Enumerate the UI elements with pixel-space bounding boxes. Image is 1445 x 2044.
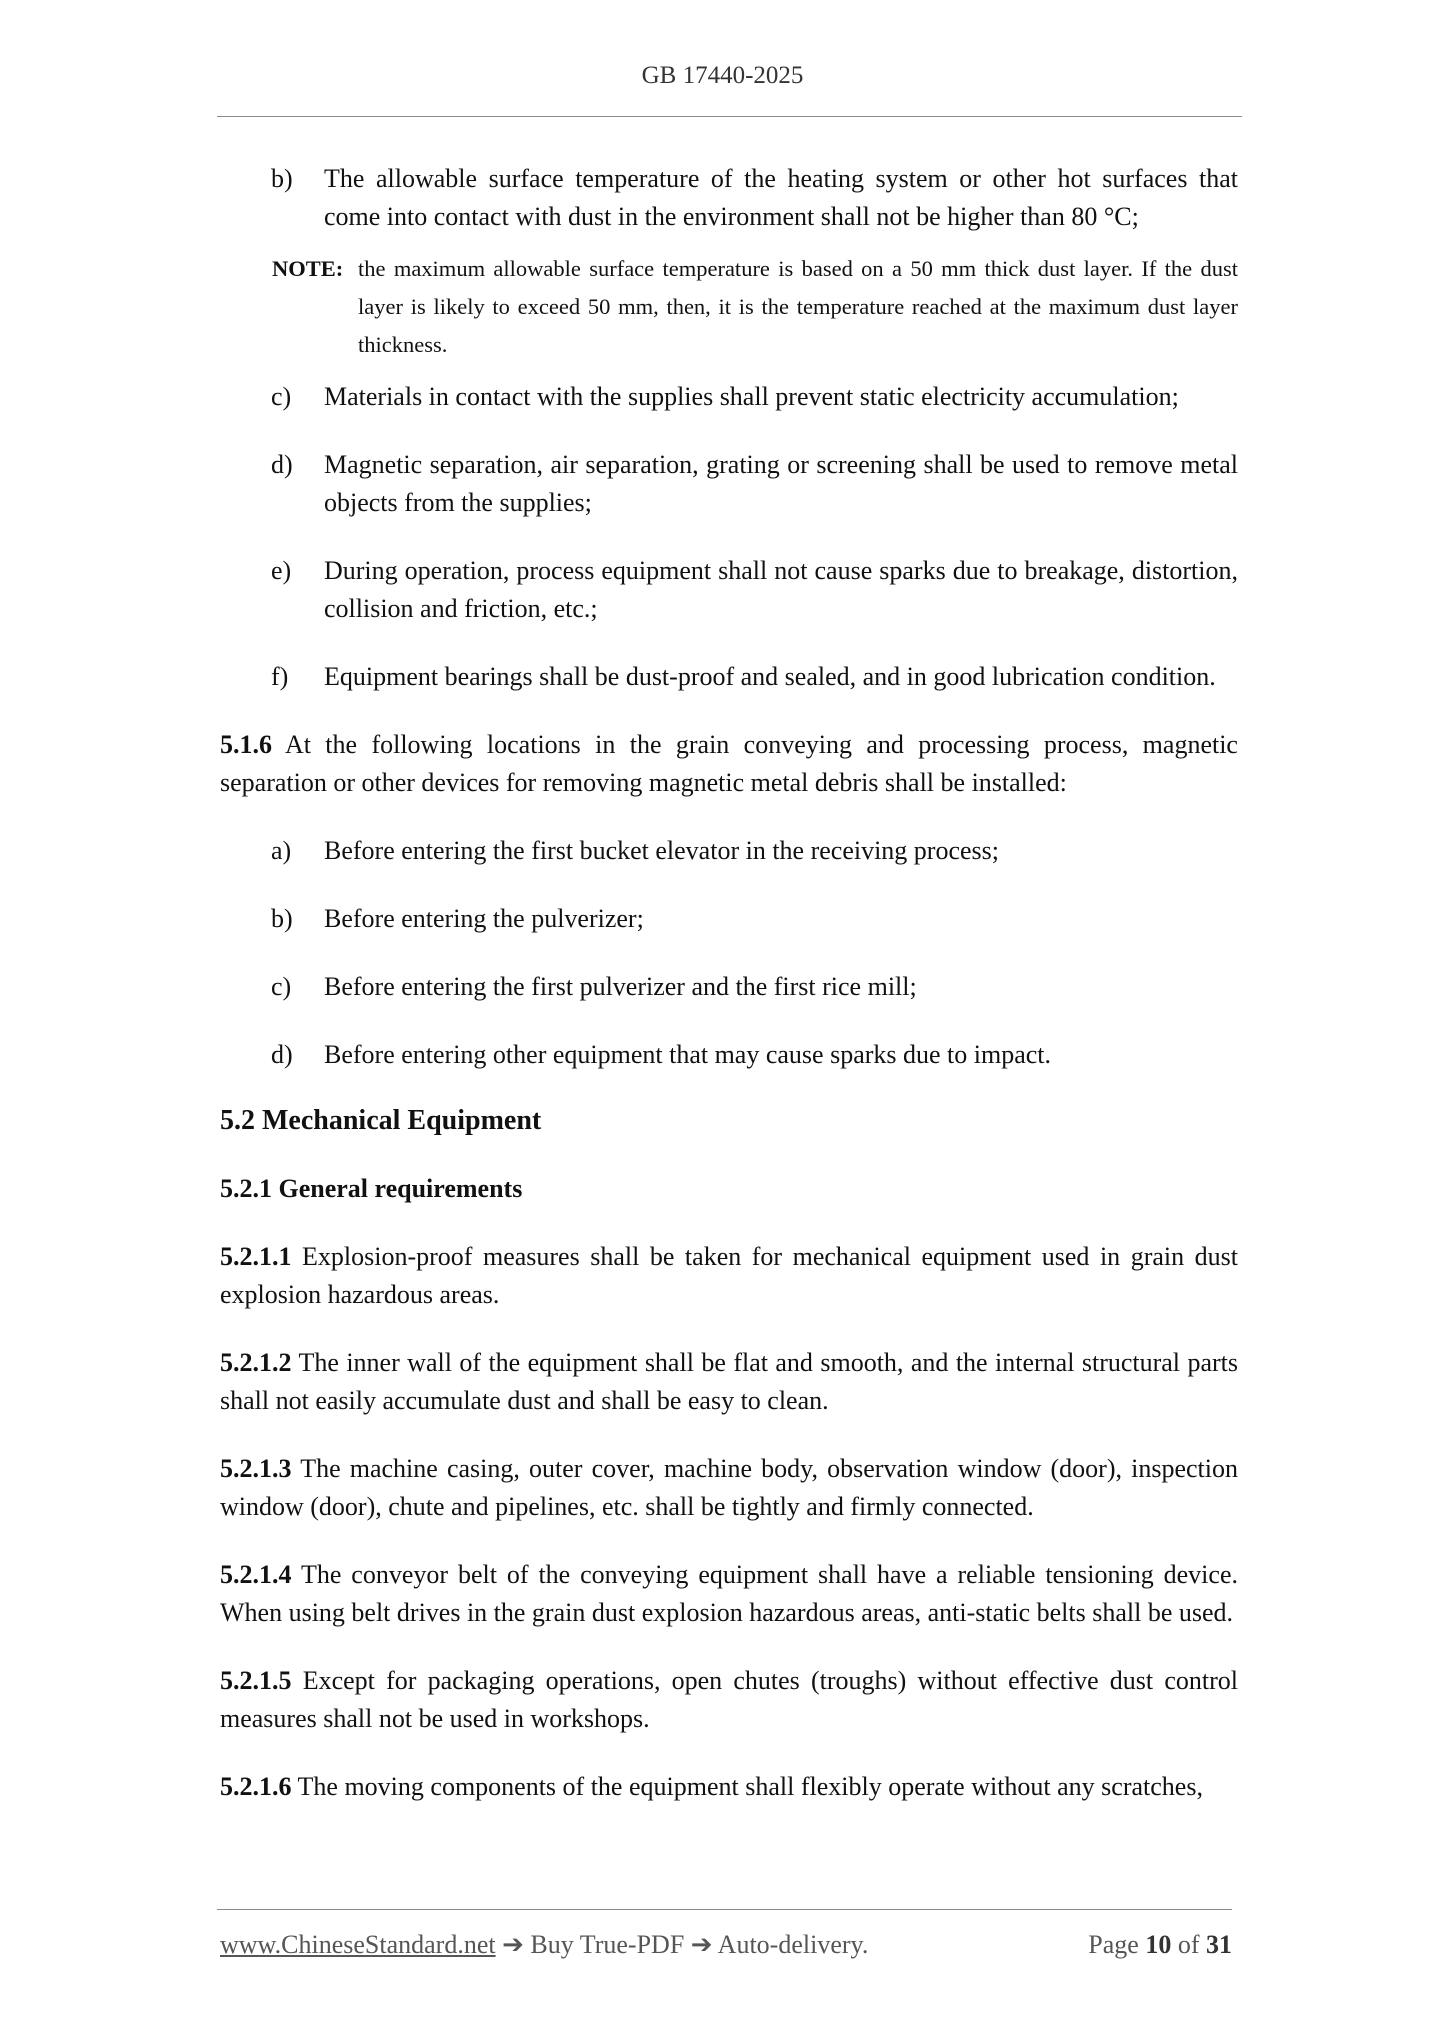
clause-number: 5.2.1.2 (220, 1348, 292, 1377)
arrow-right-icon: ➔ (502, 1930, 524, 1959)
page-body (220, 160, 1238, 1806)
clause-5-2-1-2 (220, 1344, 1238, 1420)
list-marker: b) (271, 904, 293, 933)
list-marker: b) (271, 164, 293, 193)
website-link[interactable]: www.ChineseStandard.net (220, 1930, 496, 1959)
list-text: Materials in contact with the supplies shall prevent static electricity accumulation; (324, 382, 1179, 411)
clause-5-2-1-3 (220, 1450, 1238, 1526)
section-heading-5-2-1: 5.2.1 General requirements (220, 1174, 523, 1203)
document-header (0, 62, 1445, 90)
list-text: During operation, process equipment shall not cause sparks due to breakage, distortion, collision and friction, etc.; (324, 556, 1238, 623)
list-item (220, 446, 1238, 522)
clause-text: The conveyor belt of the conveying equipment shall have a reliable tensioning device. When using belt drives in the grain dust explosion hazardous areas, anti-static belts shall be used. (220, 1560, 1238, 1627)
page-footer (220, 1930, 1232, 1960)
note-block (220, 250, 1238, 364)
list-text: The allowable surface temperature of the heating system or other hot surfaces that come into contact with dust in the environment shall not be higher than 80 °C; (324, 164, 1238, 231)
clause-number: 5.2.1.5 (220, 1666, 292, 1695)
list-text: Before entering other equipment that may cause sparks due to impact. (324, 1040, 1052, 1069)
clause-5-2-1-6 (220, 1768, 1238, 1806)
clause-text: Explosion-proof measures shall be taken for mechanical equipment used in grain dust explosion hazardous areas. (220, 1242, 1238, 1309)
list-item (220, 1036, 1238, 1074)
page-label: Page (1088, 1930, 1139, 1959)
clause-text: The moving components of the equipment shall flexibly operate without any scratches, (297, 1772, 1203, 1801)
clause-5-1-6 (220, 726, 1238, 802)
arrow-right-icon: ➔ (690, 1930, 713, 1959)
footer-divider (217, 1909, 1232, 1910)
list-marker: c) (271, 382, 292, 411)
list-marker: a) (271, 836, 292, 865)
clause-text: The machine casing, outer cover, machine body, observation window (door), inspection window (door), chute and pipelines, etc. shall be tightly and firmly connected. (220, 1454, 1238, 1521)
list-marker: d) (271, 450, 293, 479)
clause-text: The inner wall of the equipment shall be flat and smooth, and the internal structural parts shall not easily accumulate dust and shall be easy to clean. (220, 1348, 1238, 1415)
clause-5-2-1-4 (220, 1556, 1238, 1632)
document-code: GB 17440-2025 (641, 62, 804, 89)
list-text: Before entering the first pulverizer and the first rice mill; (324, 972, 917, 1001)
note-label: NOTE: (272, 256, 344, 281)
list-text: Before entering the pulverizer; (324, 904, 644, 933)
of-label: of (1177, 1930, 1200, 1959)
clause-5-2-1-5 (220, 1662, 1238, 1738)
clause-number: 5.1.6 (220, 730, 272, 759)
list-item (220, 900, 1238, 938)
section-heading-5-2: 5.2 Mechanical Equipment (220, 1105, 542, 1136)
list-marker: d) (271, 1040, 293, 1069)
list-marker: f) (271, 662, 289, 691)
clause-number: 5.2.1.3 (220, 1454, 292, 1483)
clause-number: 5.2.1.1 (220, 1242, 292, 1271)
list-item (220, 832, 1238, 870)
list-marker: c) (271, 972, 292, 1001)
page-number: 10 (1145, 1930, 1172, 1959)
auto-delivery-text: Auto-delivery. (717, 1930, 869, 1959)
list-item (220, 552, 1238, 628)
list-text: Before entering the first bucket elevator in the receiving process; (324, 836, 1000, 865)
clause-5-2-1-1 (220, 1238, 1238, 1314)
buy-pdf-text: Buy True-PDF (530, 1930, 685, 1959)
list-item (220, 378, 1238, 416)
page-total: 31 (1206, 1930, 1232, 1959)
clause-text: At the following locations in the grain conveying and processing process, magnetic separation or other devices for removing magnetic metal debris shall be installed: (220, 730, 1238, 797)
list-marker: e) (271, 556, 292, 585)
page-indicator (1088, 1930, 1232, 1960)
list-item (220, 658, 1238, 696)
clause-text: Except for packaging operations, open chutes (troughs) without effective dust control measures shall not be used in workshops. (220, 1666, 1238, 1733)
note-text: the maximum allowable surface temperature is based on a 50 mm thick dust layer. If the dust layer is likely to exceed 50 mm, then, it is the temperature reached at the maximum dust layer thickness. (358, 256, 1238, 357)
list-text: Equipment bearings shall be dust-proof and sealed, and in good lubrication condition. (324, 662, 1216, 691)
list-item (220, 160, 1238, 236)
list-text: Magnetic separation, air separation, grating or screening shall be used to remove metal objects from the supplies; (324, 450, 1238, 517)
list-item (220, 968, 1238, 1006)
clause-number: 5.2.1.4 (220, 1560, 292, 1589)
header-divider (217, 116, 1242, 117)
clause-number: 5.2.1.6 (220, 1772, 292, 1801)
